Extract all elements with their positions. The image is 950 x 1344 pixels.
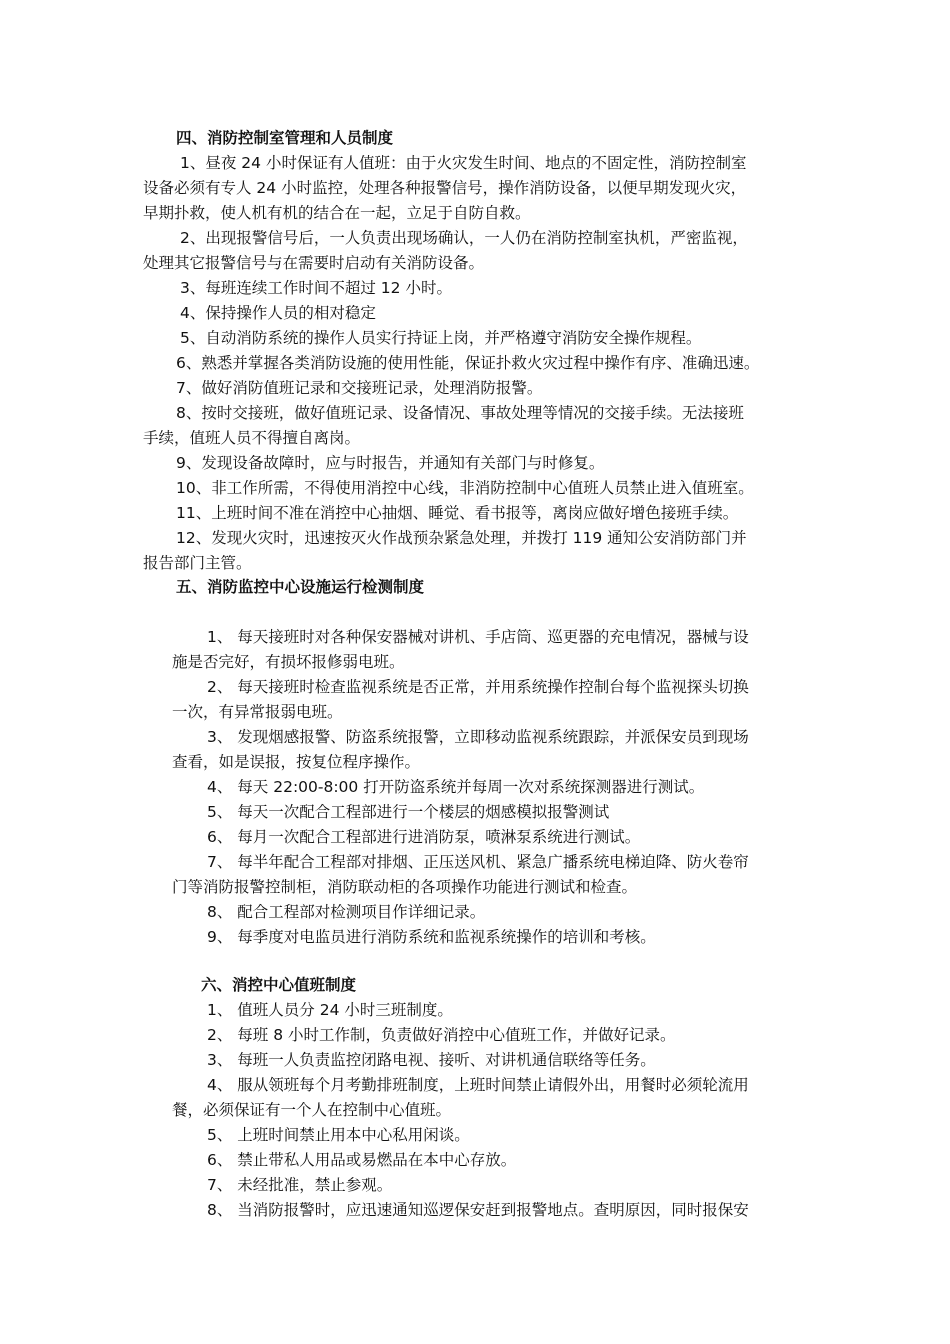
section4-line-9: 6、熟悉并掌握各类消防设施的使用性能，保证扑救火灾过程中操作有序、准确迅速。 [176, 354, 760, 372]
section6-line-4: 4、 服从领班每个月考勤排班制度，上班时间禁止请假外出，用餐时必须轮流用 [207, 1076, 749, 1094]
section6-line-2: 2、 每班 8 小时工作制，负责做好消控中心值班工作，并做好记录。 [207, 1026, 676, 1044]
section5-line-8: 5、 每天一次配合工程部进行一个楼层的烟感模拟报警测试 [207, 803, 610, 821]
section5-line-10: 7、 每半年配合工程部对排烟、正压送风机、紧急广播系统电梯迫降、防火卷帘 [207, 853, 749, 871]
section6-line-5: 餐，必须保证有一个人在控制中心值班。 [172, 1101, 452, 1119]
section4-line-15: 11、上班时间不准在消控中心抽烟、睡觉、看书报等，离岗应做好增色接班手续。 [176, 504, 739, 522]
section5-line-6: 查看，如是误报，按复位程序操作。 [172, 753, 421, 771]
section5-line-3: 2、 每天接班时检查监视系统是否正常，并用系统操作控制台每个监视探头切换 [207, 678, 749, 696]
section6-line-8: 7、 未经批准，禁止参观。 [207, 1176, 393, 1194]
section5-line-2: 施是否完好，有损坏报修弱电班。 [172, 653, 405, 671]
section4-line-5: 处理其它报警信号与在需要时启动有关消防设备。 [143, 254, 485, 272]
section4-line-2: 设备必须有专人 24 小时监控，处理各种报警信号，操作消防设备，以便早期发现火灾， [143, 179, 747, 197]
section4-heading: 四、消防控制室管理和人员制度 [176, 129, 394, 147]
section5-line-9: 6、 每月一次配合工程部进行进消防泵，喷淋泵系统进行测试。 [207, 828, 641, 846]
section5-line-7: 4、 每天 22:00-8:00 打开防盗系统并每周一次对系统探测器进行测试。 [207, 778, 705, 796]
section5-line-13: 9、 每季度对电监员进行消防系统和监视系统操作的培训和考核。 [207, 928, 656, 946]
section4-line-16: 12、发现火灾时，迅速按灭火作战预杂紧急处理，并拨打 119 通知公安消防部门并 [176, 529, 747, 547]
section6-heading: 六、消控中心值班制度 [201, 976, 357, 994]
section5-line-1: 1、 每天接班时对各种保安器械对讲机、手店筒、巡更器的充电情况，器械与设 [207, 628, 749, 646]
section5-line-5: 3、 发现烟感报警、防盗系统报警，立即移动监视系统跟踪，并派保安员到现场 [207, 728, 749, 746]
section4-line-11: 8、按时交接班，做好值班记录、设备情况、事故处理等情况的交接手续。无法接班 [176, 404, 744, 422]
section6-line-3: 3、 每班一人负责监控闭路电视、接听、对讲机通信联络等任务。 [207, 1051, 656, 1069]
section6-line-9: 8、 当消防报警时，应迅速通知巡逻保安赶到报警地点。查明原因，同时报保安 [207, 1201, 749, 1219]
section4-line-8: 5、自动消防系统的操作人员实行持证上岗，并严格遵守消防安全操作规程。 [180, 329, 702, 347]
section4-line-4: 2、出现报警信号后，一人负责出现场确认，一人仍在消防控制室执机，严密监视， [180, 229, 748, 247]
section4-line-12: 手续，值班人员不得擅自离岗。 [143, 429, 361, 447]
section4-line-6: 3、每班连续工作时间不超过 12 小时。 [180, 279, 452, 297]
section5-line-11: 门等消防报警控制柜，消防联动柜的各项操作功能进行测试和检查。 [172, 878, 638, 896]
section5-heading: 五、消防监控中心设施运行检测制度 [176, 578, 425, 596]
section4-line-14: 10、非工作所需，不得使用消控中心线，非消防控制中心值班人员禁止进入值班室。 [176, 479, 754, 497]
section5-line-4: 一次，有异常报弱电班。 [172, 703, 343, 721]
section6-line-7: 6、 禁止带私人用品或易燃品在本中心存放。 [207, 1151, 517, 1169]
section4-line-3: 早期扑救，使人机有机的结合在一起，立足于自防自救。 [143, 204, 531, 222]
section4-line-1: 1、昼夜 24 小时保证有人值班：由于火灾发生时间、地点的不固定性，消防控制室 [180, 154, 747, 172]
section4-line-10: 7、做好消防值班记录和交接班记录，处理消防报警。 [176, 379, 543, 397]
section6-line-6: 5、 上班时间禁止用本中心私用闲谈。 [207, 1126, 470, 1144]
section4-line-13: 9、发现设备故障时，应与时报告，并通知有关部门与时修复。 [176, 454, 605, 472]
section6-line-1: 1、 值班人员分 24 小时三班制度。 [207, 1001, 453, 1019]
section5-line-12: 8、 配合工程部对检测项目作详细记录。 [207, 903, 486, 921]
section4-line-17: 报告部门主管。 [143, 554, 252, 572]
section4-line-7: 4、保持操作人员的相对稳定 [180, 304, 376, 322]
